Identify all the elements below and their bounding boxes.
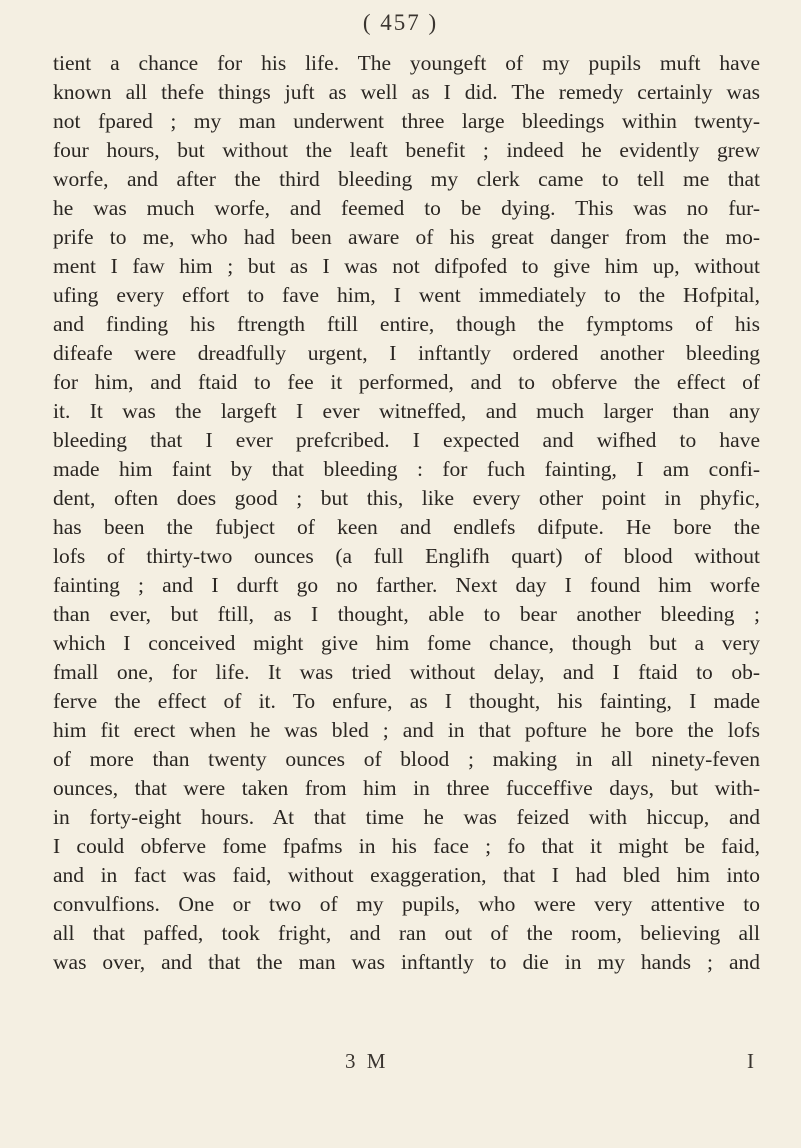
text-line: bleeding that I ever prefcribed. I expected and wifhed to have [53,428,760,452]
text-line: not fpared ; my man underwent three large bleedings within twenty- [53,109,760,133]
text-line: worfe, and after the third bleeding my clerk came to tell me that [53,167,760,191]
text-line: I could obferve fome fpafms in his face ; fo that it might be faid, [53,834,760,858]
text-line: in forty-eight hours. At that time he was feized with hiccup, and [53,805,760,829]
text-line: fmall one, for life. It was tried without delay, and I ftaid to ob- [53,660,760,684]
text-line: all that paffed, took fright, and ran out of the room, believing all [53,921,760,945]
text-line: four hours, but without the leaft benefit ; indeed he evidently grew [53,138,760,162]
text-line: for him, and ftaid to fee it performed, and to obferve the effect of [53,370,760,394]
catchword: I [747,1049,754,1073]
text-line: ferve the effect of it. To enfure, as I thought, his fainting, I made [53,689,760,713]
text-line: has been the fubject of keen and endlefs difpute. He bore the [53,515,760,539]
text-line: made him faint by that bleeding : for fuch fainting, I am confi- [53,457,760,481]
text-line: convulfions. One or two of my pupils, who were very attentive to [53,892,760,916]
text-line: which I conceived might give him fome chance, though but a very [53,631,760,655]
text-line: lofs of thirty-two ounces (a full Englifh quart) of blood without [53,544,760,568]
text-line: and in fact was faid, without exaggeration, that I had bled him into [53,863,760,887]
text-line: he was much worfe, and feemed to be dying. This was no fur- [53,196,760,220]
page-number: ( 457 ) [362,10,439,35]
page-footer [0,1049,801,1079]
text-line: tient a chance for his life. The youngeft of my pupils muft have [53,51,760,75]
text-line: ounces, that were taken from him in three fucceffive days, but with- [53,776,760,800]
text-line: ufing every effort to fave him, I went immediately to the Hofpital, [53,283,760,307]
text-line: difeafe were dreadfully urgent, I inftantly ordered another bleeding [53,341,760,365]
text-line: fainting ; and I durft go no farther. Next day I found him worfe [53,573,760,597]
text-line: was over, and that the man was inftantly to die in my hands ; and [53,950,760,974]
text-line: than ever, but ftill, as I thought, able to bear another bleeding ; [53,602,760,626]
text-line: ment I faw him ; but as I was not difpofed to give him up, without [53,254,760,278]
text-line: prife to me, who had been aware of his great danger from the mo- [53,225,760,249]
body-text [53,49,760,977]
text-line: of more than twenty ounces of blood ; making in all ninety-feven [53,747,760,771]
text-line: it. It was the largeft I ever witneffed, and much larger than any [53,399,760,423]
text-line: dent, often does good ; but this, like every other point in phyfic, [53,486,760,510]
signature-mark: 3 M [345,1049,389,1073]
text-line: known all thefe things juft as well as I did. The remedy certainly was [53,80,760,104]
text-line: him fit erect when he was bled ; and in that pofture he bore the lofs [53,718,760,742]
text-line: and finding his ftrength ftill entire, though the fymptoms of his [53,312,760,336]
